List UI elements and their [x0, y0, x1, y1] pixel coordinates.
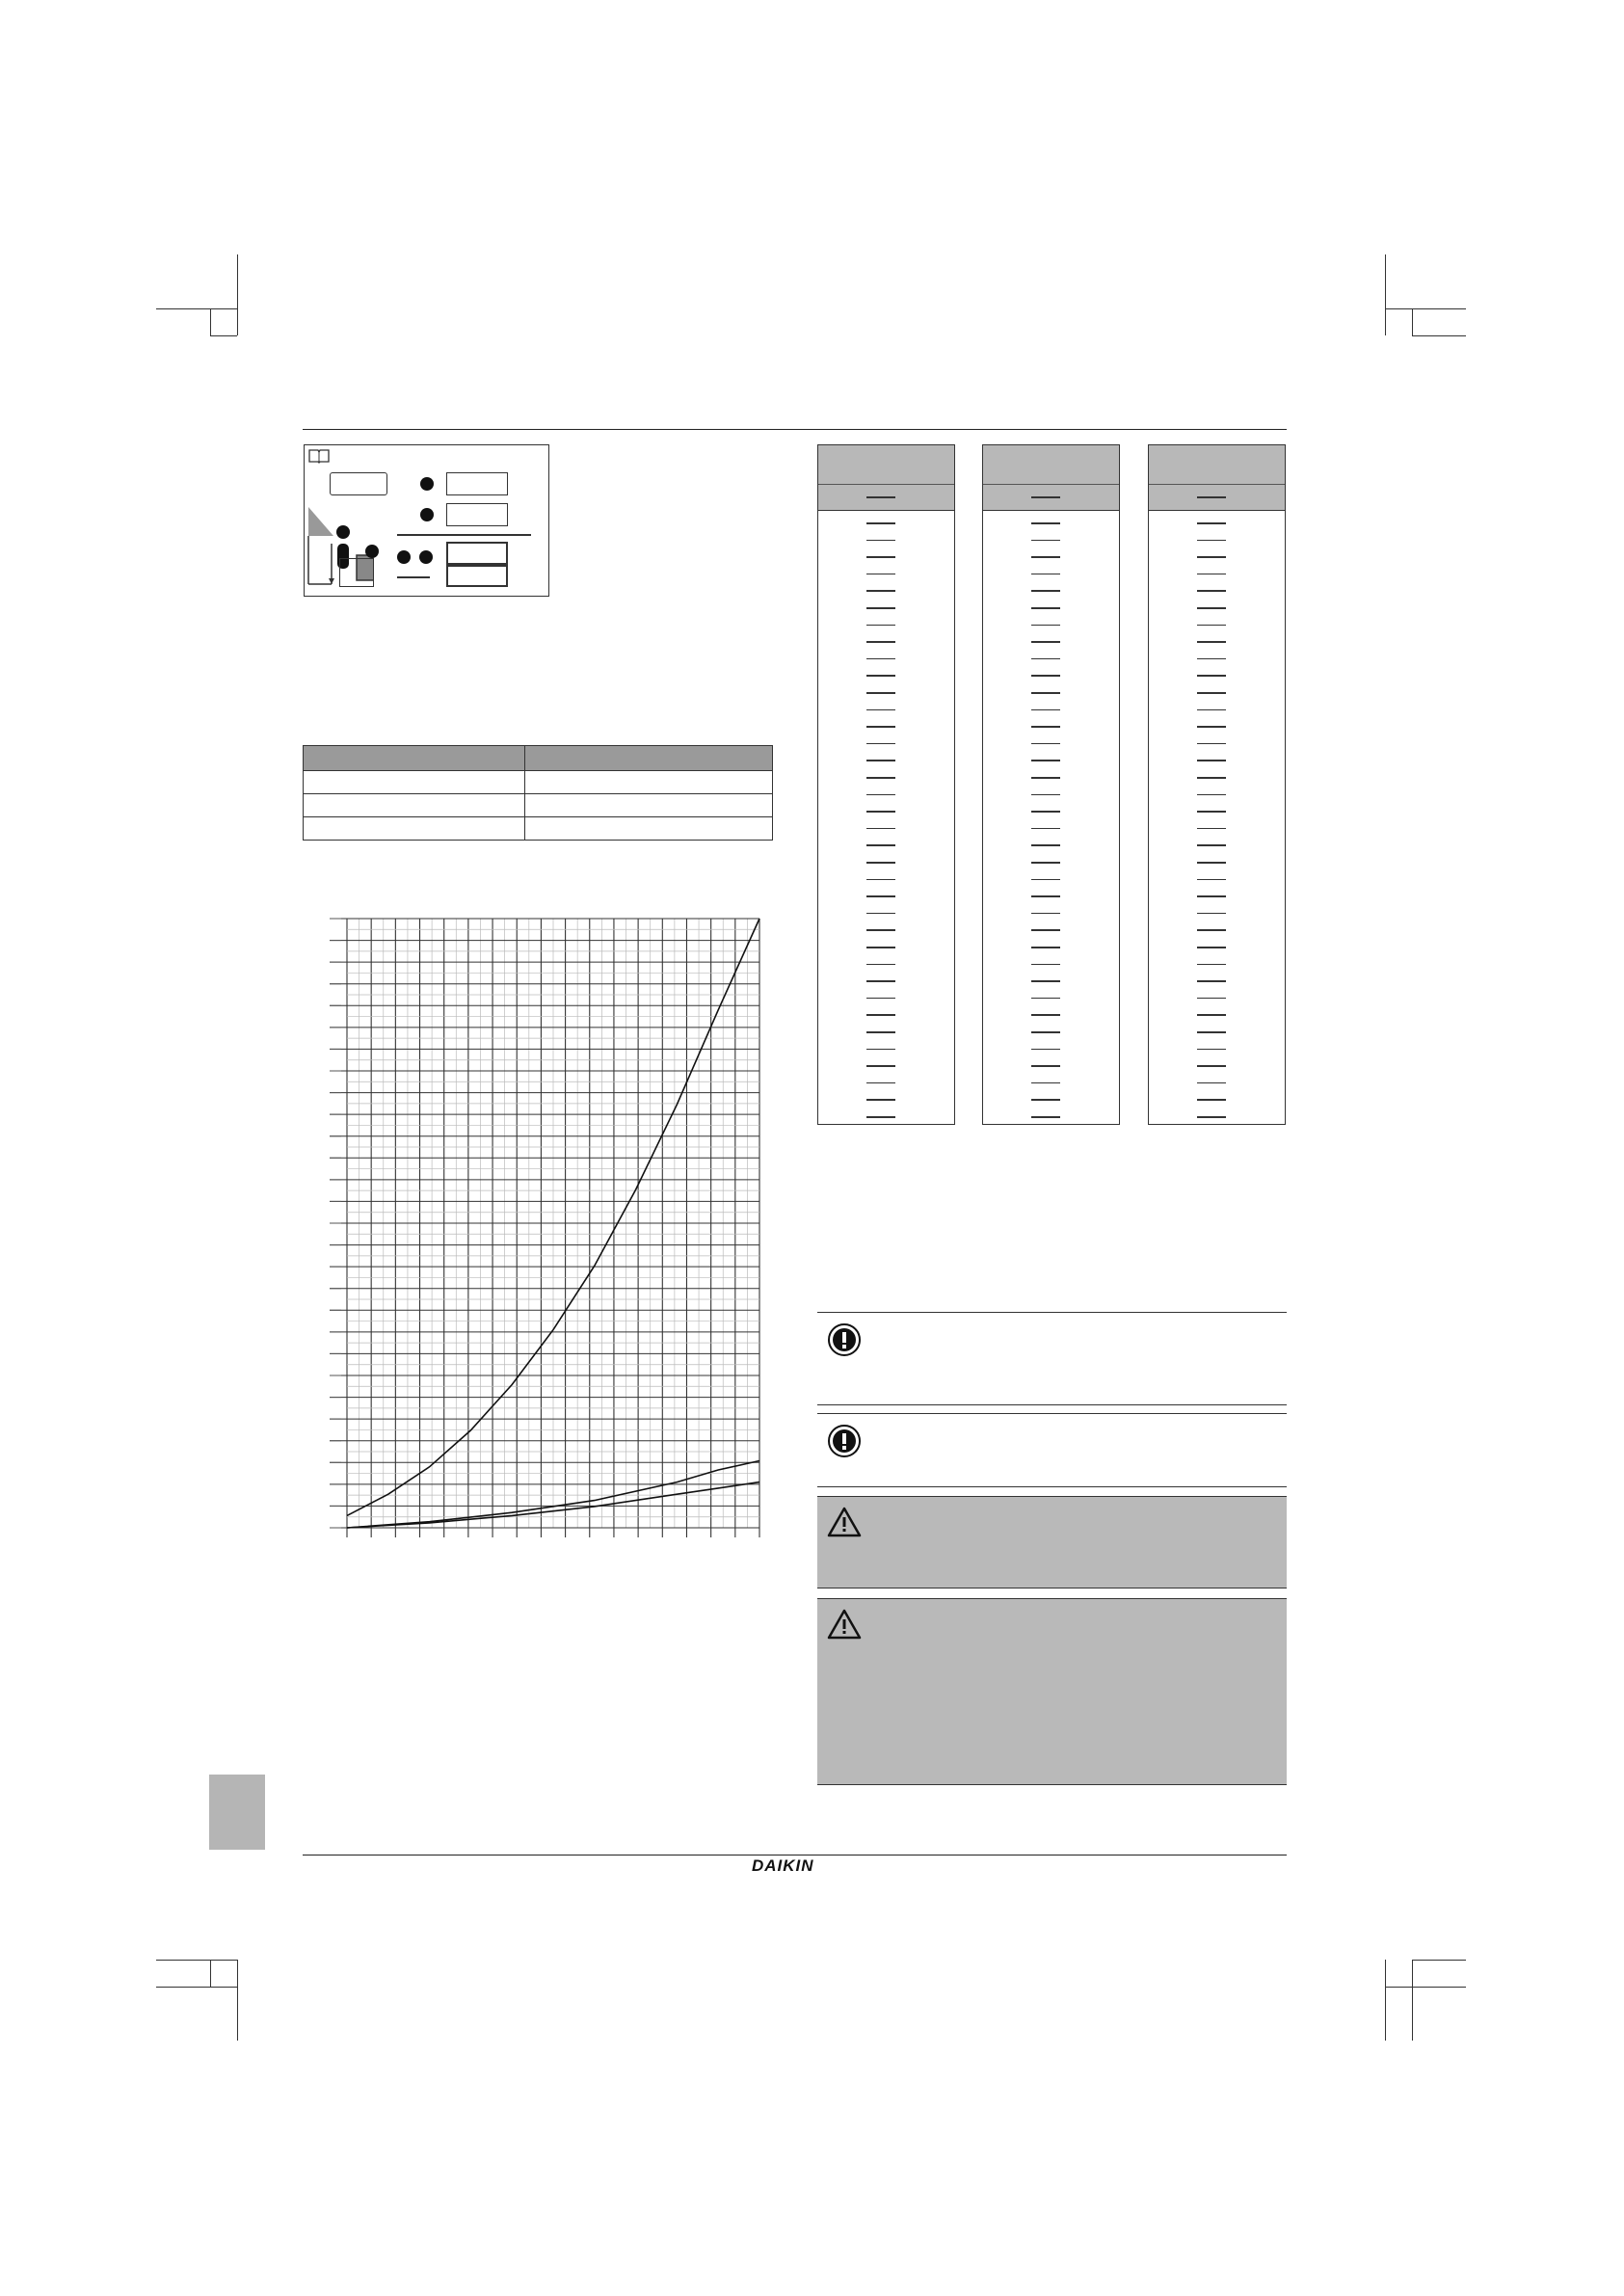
- crop-mark-tl-v2: [210, 308, 211, 335]
- table-row: [1197, 862, 1226, 864]
- table-row: [866, 828, 895, 830]
- table-row: [866, 1049, 895, 1051]
- chart-ticks: [330, 919, 341, 1528]
- notice-box-2: [817, 1413, 1287, 1487]
- table-row: [866, 574, 895, 575]
- table-row: [866, 1116, 895, 1118]
- table-row: [1031, 895, 1060, 897]
- table-cell: [304, 817, 525, 841]
- table-row: [866, 607, 895, 609]
- table-row: [1197, 625, 1226, 627]
- table-row: [1197, 794, 1226, 796]
- crop-mark-tr-h: [1385, 308, 1466, 309]
- table-row: [1197, 522, 1226, 524]
- table-row: [1197, 726, 1226, 728]
- table-row: [1031, 540, 1060, 542]
- table-row: [1031, 1116, 1060, 1118]
- crop-mark-tl-h: [156, 308, 237, 309]
- table-row: [1197, 1082, 1226, 1084]
- crop-mark-tl-h2: [210, 335, 237, 336]
- table-row: [866, 895, 895, 897]
- table-row: [866, 1065, 895, 1067]
- label-dot-3: [365, 545, 379, 558]
- crop-mark-tr-v: [1385, 254, 1386, 335]
- crop-mark-tr-v2: [1412, 308, 1413, 335]
- table-row: [866, 743, 895, 745]
- value-table-3-header: [1149, 445, 1285, 485]
- warning-triangle-icon: [827, 1609, 862, 1640]
- table-row: [866, 777, 895, 779]
- table-row: [1197, 964, 1226, 966]
- crop-mark-bl-h: [156, 1987, 237, 1988]
- table-row: [1031, 625, 1060, 627]
- exclamation-icon: [827, 1424, 862, 1458]
- table-row: [866, 1031, 895, 1033]
- summary-table: [303, 745, 773, 841]
- table-row: [866, 947, 895, 948]
- label-field-rounded: [330, 472, 387, 495]
- value-table-3: [1148, 444, 1286, 1125]
- brand-logo: DAIKIN: [752, 1856, 814, 1875]
- label-field-2: [446, 503, 508, 526]
- table-row: [1031, 980, 1060, 982]
- table-row: [1197, 574, 1226, 575]
- table-row: [1031, 998, 1060, 1000]
- table-row: [866, 1014, 895, 1016]
- table-row: [1197, 540, 1226, 542]
- table-row: [1197, 675, 1226, 677]
- table-row: [866, 692, 895, 694]
- table-row: [1197, 607, 1226, 609]
- table-row: [1197, 658, 1226, 660]
- table-row: [1197, 929, 1226, 931]
- value-table-3-subheader: [1149, 485, 1285, 511]
- value-table-1-header: [818, 445, 954, 485]
- table-row: [866, 844, 895, 846]
- table-row: [1031, 1099, 1060, 1101]
- label-short-line: [397, 576, 430, 578]
- table-row: [1031, 641, 1060, 643]
- caution-box-2: [817, 1598, 1287, 1785]
- table-row: [866, 590, 895, 592]
- table-row: [866, 980, 895, 982]
- table-row: [1031, 1014, 1060, 1016]
- crop-mark-bl-h2: [156, 1960, 237, 1961]
- table-row: [1031, 1065, 1060, 1067]
- table-row: [1197, 1065, 1226, 1067]
- table-cell: [525, 817, 773, 841]
- table-row: [1031, 743, 1060, 745]
- table-row: [304, 771, 773, 794]
- value-table-1: [817, 444, 955, 1125]
- table-row: [1197, 556, 1226, 558]
- table-row: [1031, 794, 1060, 796]
- table-row: [866, 811, 895, 813]
- label-field-1: [446, 472, 508, 495]
- table-row: [1031, 574, 1060, 575]
- table-row: [1197, 844, 1226, 846]
- table-row: [1031, 726, 1060, 728]
- crop-mark-bl-v: [237, 1960, 238, 2041]
- table-row: [1197, 743, 1226, 745]
- label-box-frame: [339, 558, 374, 587]
- chart-grid: [330, 919, 759, 1537]
- table-row: [1031, 658, 1060, 660]
- table-row: [1031, 862, 1060, 864]
- table-row: [866, 641, 895, 643]
- value-table-2-header: [983, 445, 1119, 485]
- table-row: [1197, 760, 1226, 761]
- table-row: [1197, 590, 1226, 592]
- table-row: [1031, 844, 1060, 846]
- table-row: [1031, 964, 1060, 966]
- table-row: [1197, 641, 1226, 643]
- crop-mark-br-v: [1385, 1960, 1386, 2041]
- label-field-4: [446, 565, 508, 587]
- label-diagram: [304, 444, 549, 597]
- table-row: [866, 556, 895, 558]
- table-cell: [304, 771, 525, 794]
- table-row: [1031, 1031, 1060, 1033]
- warning-triangle-icon: [827, 1507, 862, 1537]
- label-dot-2: [420, 508, 434, 521]
- label-dot-5: [419, 550, 433, 564]
- section-side-tab: [209, 1775, 265, 1850]
- table-row: [866, 709, 895, 711]
- table-row: [866, 522, 895, 524]
- table-cell: [525, 794, 773, 817]
- table-cell: [304, 794, 525, 817]
- table-row: [866, 929, 895, 931]
- table-row: [1031, 709, 1060, 711]
- table-row: [1031, 811, 1060, 813]
- table-cell: [525, 771, 773, 794]
- table-row: [1197, 980, 1226, 982]
- table-row: [866, 964, 895, 966]
- table-row: [1031, 828, 1060, 830]
- table-row: [1197, 777, 1226, 779]
- table-row: [1031, 692, 1060, 694]
- table-row: [866, 760, 895, 761]
- label-field-3: [446, 542, 508, 565]
- table-row: [866, 913, 895, 915]
- table-row: [1197, 811, 1226, 813]
- table-row: [1197, 709, 1226, 711]
- table-row: [866, 1099, 895, 1101]
- crop-mark-br-h: [1412, 1960, 1466, 1961]
- table-row: [1031, 777, 1060, 779]
- crop-mark-bl-v2: [210, 1960, 211, 1987]
- table-row: [866, 862, 895, 864]
- label-divider: [397, 534, 531, 536]
- table-row: [1197, 1049, 1226, 1051]
- header-rule: [303, 429, 1287, 430]
- table-row: [1031, 947, 1060, 948]
- table-row: [1031, 675, 1060, 677]
- table-row: [1031, 607, 1060, 609]
- manual-book-icon: [308, 448, 330, 464]
- table-row: [866, 658, 895, 660]
- table-row: [1197, 828, 1226, 830]
- table-row: [866, 1082, 895, 1084]
- value-table-2-subheader: [983, 485, 1119, 511]
- table-row: [1031, 556, 1060, 558]
- value-table-2: [982, 444, 1120, 1125]
- table-row: [1197, 1116, 1226, 1118]
- crop-mark-tr-h2: [1412, 335, 1466, 336]
- table-row: [1031, 879, 1060, 881]
- table-row: [866, 675, 895, 677]
- table-row: [866, 625, 895, 627]
- label-dot-4: [397, 550, 411, 564]
- value-table-1-subheader: [818, 485, 954, 511]
- table-row: [1031, 1049, 1060, 1051]
- table-row: [1031, 929, 1060, 931]
- table-row: [866, 540, 895, 542]
- table-row: [1031, 1082, 1060, 1084]
- table-row: [1197, 879, 1226, 881]
- table-row: [866, 879, 895, 881]
- crop-mark-br-h2: [1385, 1987, 1466, 1988]
- crop-mark-br-v2: [1412, 1960, 1413, 2041]
- table-row: [1031, 590, 1060, 592]
- table-row: [866, 726, 895, 728]
- table-row: [866, 794, 895, 796]
- table-row: [1197, 692, 1226, 694]
- table-row: [1031, 913, 1060, 915]
- summary-header-1: [304, 746, 525, 771]
- table-row: [1197, 913, 1226, 915]
- table-row: [1197, 998, 1226, 1000]
- summary-header-2: [525, 746, 773, 771]
- crop-mark-tl-v: [237, 254, 238, 335]
- table-row: [1197, 1031, 1226, 1033]
- table-row: [1031, 760, 1060, 761]
- table-row: [1197, 1014, 1226, 1016]
- table-row: [1197, 895, 1226, 897]
- label-dot-1: [420, 477, 434, 491]
- caution-box-1: [817, 1496, 1287, 1589]
- table-row: [1031, 522, 1060, 524]
- pressure-curve-chart: [308, 911, 766, 1547]
- table-row: [304, 817, 773, 841]
- notice-box-1: [817, 1312, 1287, 1405]
- table-row: [304, 794, 773, 817]
- table-row: [1197, 947, 1226, 948]
- table-row: [1197, 1099, 1226, 1101]
- exclamation-icon: [827, 1322, 862, 1357]
- table-row: [866, 998, 895, 1000]
